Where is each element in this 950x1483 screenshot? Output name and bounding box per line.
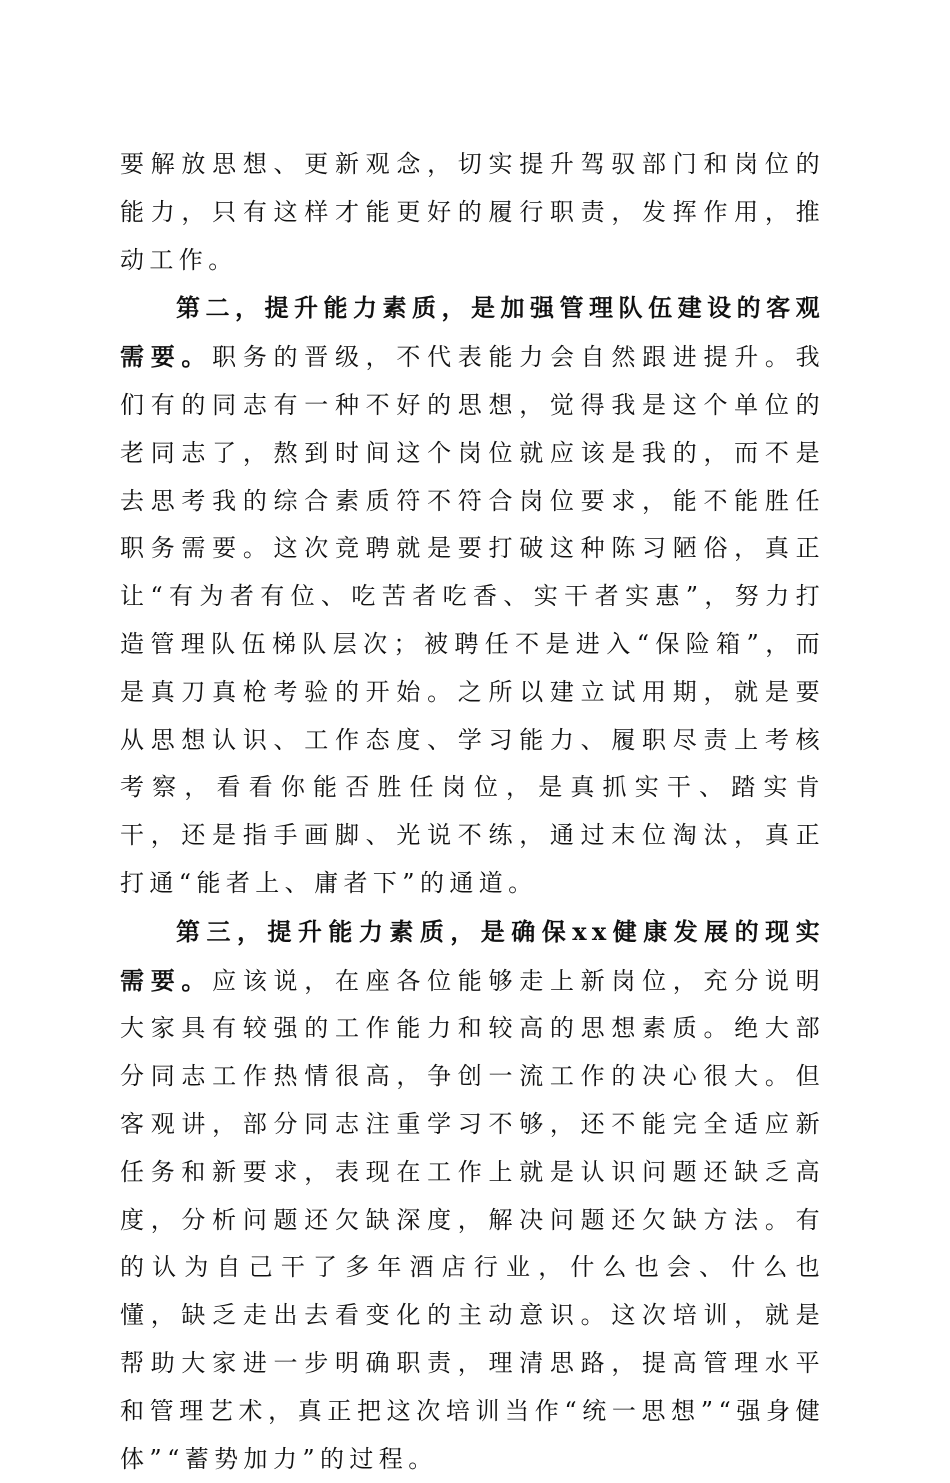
- paragraph-third-point: [120, 908, 825, 1483]
- paragraph-heading: 第三，提升能力素质，是确保xx健康发展的现实需要。: [120, 916, 825, 995]
- paragraph-text: 要解放思想、更新观念，切实提升驾驭部门和岗位的能力，只有这样才能更好的履行职责，发挥作用，推动工作。: [120, 150, 825, 274]
- paragraph-second-point: [120, 284, 825, 907]
- paragraph-text: 职务的晋级，不代表能力会自然跟进提升。我们有的同志有一种不好的思想，觉得我是这个单位的老同志了，熬到时间这个岗位就应该是我的，而不是去思考我的综合素质符不符合岗位要求，能不能胜任职务需要。这次竞聘就是要打破这种陈习陋俗，真正让“有为者有位、吃苦者吃香、实干者实惠”，努力打造管理队伍梯队层次；被聘任不是进入“保险箱”，而是真刀真枪考验的开始。之所以建立试用期，就是要从思想认识、工作态度、学习能力、履职尽责上考核考察，看看你能否胜任岗位，是真抓实干、踏实肯干，还是指手画脚、光说不练，通过末位淘汰，真正打通“能者上、庸者下”的通道。: [120, 343, 826, 897]
- paragraph-text: 应该说，在座各位能够走上新岗位，充分说明大家具有较强的工作能力和较高的思想素质。绝大部分同志工作热情很高，争创一流工作的决心很大。但客观讲，部分同志注重学习不够，还不能完全适应新任务和新要求，表现在工作上就是认识问题还缺乏高度，分析问题还欠缺深度，解决问题还欠缺方法。有的认为自己干了多年酒店行业，什么也会、什么也懂，缺乏走出去看变化的主动意识。这次培训，就是帮助大家进一步明确职责，理清思路，提高管理水平和管理艺术，真正把这次培训当作“统一思想”“强身健体”“蓄势加力”的过程。: [120, 966, 826, 1473]
- paragraph-continuation: [120, 141, 825, 284]
- document-page: [120, 141, 825, 1483]
- paragraph-heading: 第二，提升能力素质，是加强管理队伍建设的客观需要。: [120, 293, 825, 372]
